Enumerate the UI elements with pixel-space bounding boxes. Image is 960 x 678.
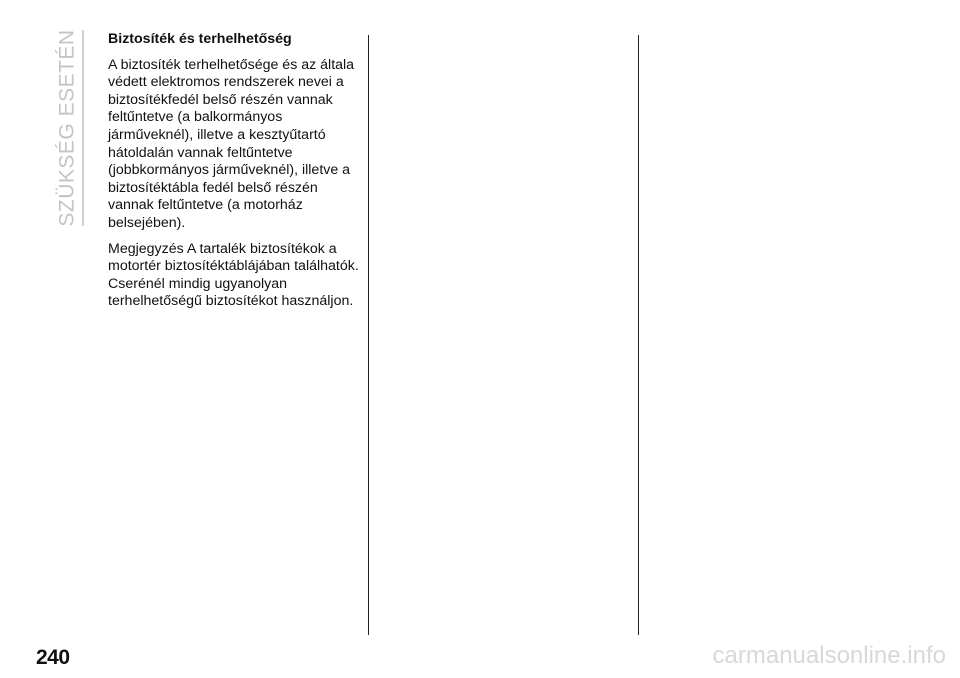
column-divider-1 [368, 35, 369, 635]
watermark: carmanualsonline.info [712, 642, 946, 669]
text-column [108, 31, 362, 319]
section-side-title-text: SZÜKSÉG ESETÉN [56, 29, 79, 227]
page-number: 240 [36, 646, 70, 669]
section-heading: Biztosíték és terhelhetőség [108, 31, 292, 47]
body-paragraph-1: A biztosíték terhelhetősége és az általa védett elektromos rendszerek nevei a biztosítékfedél belső részén vannak feltűntetve (a balkormányos járműveknél), illetve a kesztyűtartó hátoldalán vannak feltűntetve (jobbkormányos járműveknél), illetve a biztosítéktábla fedél belső részén vannak feltűntetve (a motorház belsejében). [108, 56, 355, 231]
column-divider-2 [638, 35, 639, 635]
body-paragraph-2: Megjegyzés A tartalék biztosítékok a motortér biztosítéktáblájában találhatók. Cserénél mindig ugyanolyan terhelhetőségű biztosítékot használjon. [108, 240, 359, 310]
section-side-title [56, 30, 80, 226]
section-side-rule [82, 30, 84, 226]
